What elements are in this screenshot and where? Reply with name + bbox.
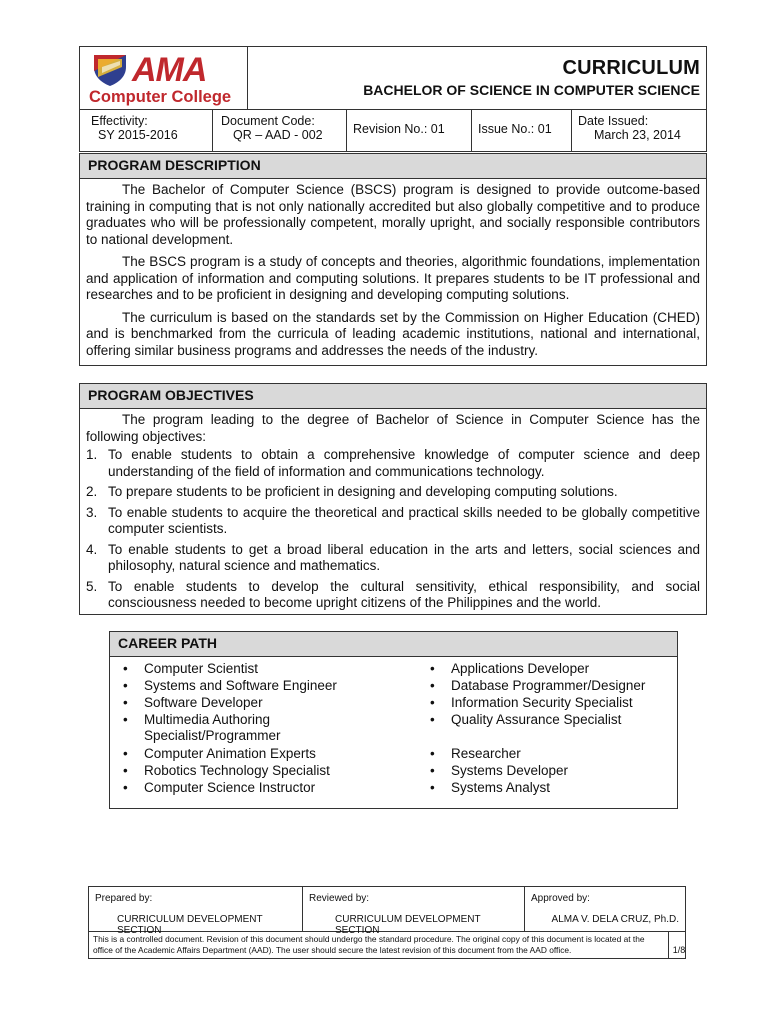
career-item: • Quality Assurance Specialist: [430, 712, 622, 727]
career-label: Quality Assurance Specialist: [451, 712, 622, 727]
revision-no: Revision No.: 01: [353, 122, 445, 136]
program-description-body: [79, 179, 707, 366]
approved-label: Approved by:: [531, 893, 590, 904]
objective-item: 5. To enable students to develop the cultural sensitivity, ethical responsibility, and social consciousness needed to become upright citizens of the Philippines and the world.: [86, 578, 700, 610]
career-label: Systems Developer: [451, 763, 569, 778]
career-item: • Computer Science Instructor: [123, 780, 316, 795]
career-label: Systems and Software Engineer: [144, 678, 337, 693]
document-subtitle: BACHELOR OF SCIENCE IN COMPUTER SCIENCE: [363, 82, 700, 98]
career-label: Database Programmer/Designer: [451, 678, 646, 693]
objective-item: 3. To enable students to acquire the theoretical and practical skills needed to be globally competitive computer scientists.: [86, 504, 700, 536]
shield-icon: [92, 53, 128, 87]
career-label: Systems Analyst: [451, 780, 551, 795]
career-label: Computer Scientist: [144, 661, 259, 676]
career-item: • Applications Developer: [430, 661, 590, 676]
description-paragraph: The curriculum is based on the standards set by the Commission on Higher Education (CHED) and is benchmarked from the curricula of leading academic institutions, national and international, offering similar business programs and addresses the needs of the industry.: [86, 309, 700, 358]
objective-text: To enable students to obtain a comprehensive knowledge of computer science and deep understanding of the field of information and communications technology.: [108, 447, 700, 479]
approved-value: ALMA V. DELA CRUZ, Ph.D.: [551, 914, 679, 925]
career-label: Robotics Technology Specialist: [144, 763, 330, 778]
doc-code-value: QR – AAD - 002: [233, 128, 323, 142]
logo: [80, 47, 248, 109]
career-item: • Systems Analyst: [430, 780, 551, 795]
logo-wordmark: AMA: [132, 51, 207, 89]
description-paragraph: The BSCS program is a study of concepts and theories, algorithmic foundations, implementation and application of information and computing solutions. It prepares students to be IT professional and researches and to be proficient in designing and developing computing solutions.: [86, 254, 700, 302]
career-label: Information Security Specialist: [451, 695, 633, 710]
page-number: 1/8: [672, 945, 686, 955]
prepared-value: CURRICULUM DEVELOPMENT SECTION: [117, 914, 263, 936]
objectives-list: [86, 447, 700, 612]
career-path-heading: CAREER PATH: [109, 631, 678, 657]
controlled-document-note: This is a controlled document. Revision of this document should undergo the standard procedure. The original copy of this document is located at the office of the Academic Affairs Department (AAD). The user should secure the latest revision of this document from the AAD office.: [89, 932, 669, 958]
objective-item: 2. To prepare students to be proficient in designing and developing computing solutions.: [86, 484, 618, 499]
effectivity-value: SY 2015-2016: [98, 128, 178, 142]
objective-text: To enable students to acquire the theoretical and practical skills needed to be globally competitive computer scientists.: [108, 504, 700, 536]
program-objectives-heading: PROGRAM OBJECTIVES: [79, 383, 707, 409]
reviewed-label: Reviewed by:: [309, 893, 370, 904]
effectivity-label: Effectivity:: [91, 114, 148, 128]
doc-code-cell: [213, 110, 347, 151]
prepared-cell: [89, 887, 303, 936]
date-issued-cell: [572, 110, 707, 151]
career-item: • Researcher: [430, 746, 521, 761]
title-block: [248, 47, 706, 109]
description-paragraph: The Bachelor of Computer Science (BSCS) program is designed to provide outcome-based training in computing that is not only nationally accredited but also globally competitive and to produce graduates who will be professionally competent, morally upright, and socially responsible contributors to national development.: [86, 182, 700, 247]
career-path-body: [109, 657, 678, 809]
career-label: Researcher: [451, 746, 521, 761]
document-title: CURRICULUM: [562, 57, 700, 79]
career-item: • Software Developer: [123, 695, 263, 710]
date-issued-label: Date Issued:: [578, 114, 649, 128]
career-item: • Computer Scientist: [123, 661, 259, 676]
effectivity-cell: [80, 110, 213, 151]
program-description-heading: PROGRAM DESCRIPTION: [79, 153, 707, 179]
career-item: • Robotics Technology Specialist: [123, 763, 330, 778]
reviewed-value: CURRICULUM DEVELOPMENT SECTION: [335, 914, 481, 936]
objective-text: To prepare students to be proficient in designing and developing computing solutions.: [108, 484, 618, 499]
career-item: • Database Programmer/Designer: [430, 678, 646, 693]
career-item: • Information Security Specialist: [430, 695, 633, 710]
career-label: Software Developer: [144, 695, 263, 710]
reviewed-cell: [303, 887, 525, 936]
career-label: Applications Developer: [451, 661, 590, 676]
program-objectives-body: [79, 409, 707, 615]
prepared-label: Prepared by:: [95, 893, 153, 904]
objective-item: 4. To enable students to get a broad liberal education in the arts and letters, social sciences and philosophy, natural science and mathematics.: [86, 541, 700, 573]
revision-cell: [347, 110, 472, 151]
career-item: • Systems and Software Engineer: [123, 678, 337, 693]
approval-footer: [88, 886, 686, 959]
objective-item: 1. To enable students to obtain a comprehensive knowledge of computer science and deep understanding of the field of information and communications technology.: [86, 447, 700, 479]
career-label: Computer Science Instructor: [144, 780, 316, 795]
objective-text: To enable students to get a broad liberal education in the arts and letters, social sciences and philosophy, natural science and mathematics.: [108, 541, 700, 573]
issue-no: Issue No.: 01: [478, 122, 552, 136]
date-issued-value: March 23, 2014: [594, 128, 681, 142]
objective-text: To enable students to develop the cultural sensitivity, ethical responsibility, and social consciousness needed to become upright citizens of the Philippines and the world.: [108, 578, 700, 610]
document-header: [79, 46, 707, 110]
approved-cell: [525, 887, 685, 932]
career-label: Multimedia Authoring Specialist/Programmer: [144, 712, 281, 743]
career-item: • Computer Animation Experts: [123, 746, 316, 761]
issue-cell: [472, 110, 572, 151]
career-label: Computer Animation Experts: [144, 746, 316, 761]
doc-code-label: Document Code:: [221, 114, 315, 128]
logo-subtext: Computer College: [89, 88, 232, 106]
career-item: • Multimedia Authoring Specialist/Programmer: [123, 712, 281, 743]
career-item: • Systems Developer: [430, 763, 569, 778]
objectives-intro: The program leading to the degree of Bachelor of Science in Computer Science has the following objectives:: [86, 412, 700, 444]
document-info-row: [79, 110, 707, 152]
